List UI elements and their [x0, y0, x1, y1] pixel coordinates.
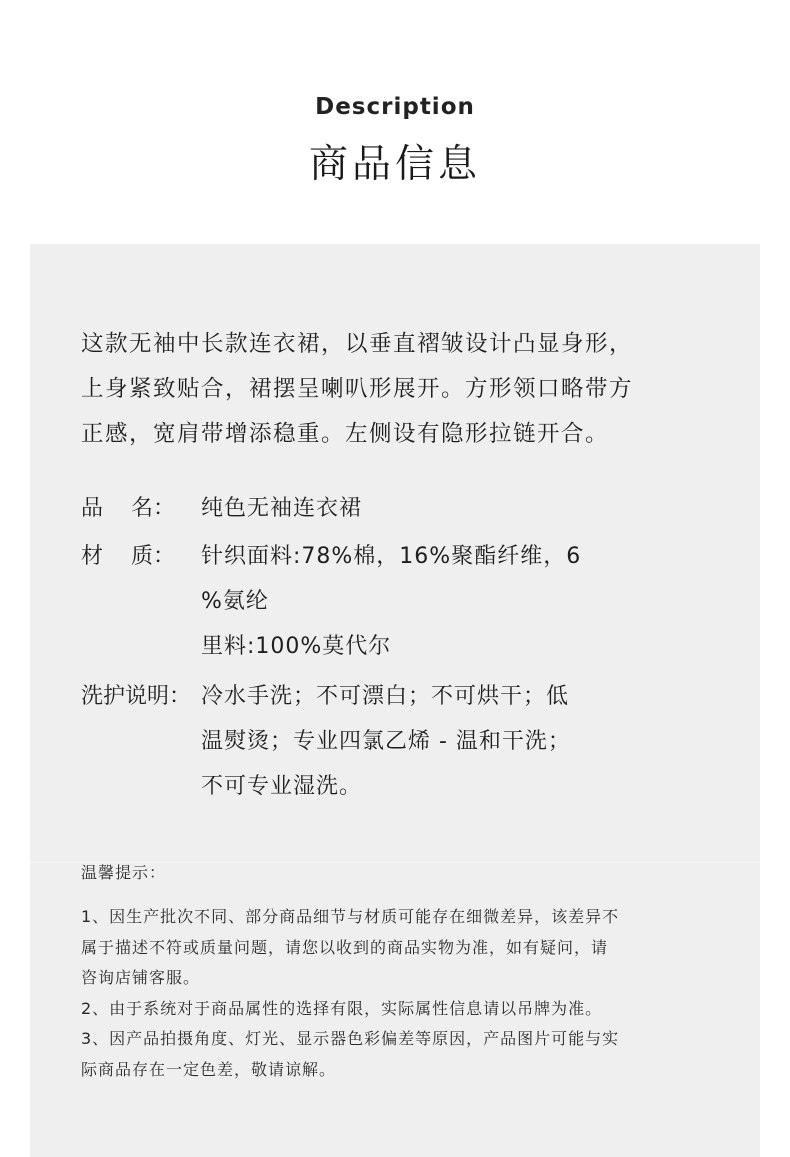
spec-material-line: %氨纶 [201, 589, 269, 614]
tips-title: 温馨提示： [81, 863, 167, 882]
intro-line: 正感，宽肩带增添稳重。左侧设有隐形拉链开合。 [81, 421, 610, 447]
spec-care-line: 温熨烫；专业四氯乙烯 - 温和干洗； [201, 729, 571, 754]
tip-line: 2、由于系统对于商品属性的选择有限，实际属性信息请以吊牌为准。 [81, 998, 603, 1018]
intro-line: 上身紧致贴合，裙摆呈喇叭形展开。方形领口略带方 [81, 376, 634, 402]
spec-material-line: 针织面料:78%棉，16%聚酯纤维，6 [201, 544, 582, 569]
spec-care-label: 洗护说明： [81, 684, 192, 709]
tip-line: 3、因产品拍摄角度、灯光、显示器色彩偏差等原因，产品图片可能与实 [81, 1029, 620, 1048]
spec-care-line: 不可专业湿洗。 [201, 774, 363, 799]
product-intro [81, 322, 721, 457]
spec-material-line: 里料:100%莫代尔 [201, 634, 392, 659]
spec-material-label: 材 质： [81, 544, 175, 569]
spec-care-line: 冷水手洗；不可漂白；不可烘干；低 [201, 684, 570, 709]
tip-line: 1、因生产批次不同、部分商品细节与材质可能存在细微差异，该差异不 [81, 907, 620, 926]
section-title-english: Description [315, 94, 475, 120]
description-panel [30, 244, 760, 1157]
section-title-chinese: 商品信息 [308, 142, 481, 187]
tips-body [81, 902, 706, 1085]
tip-line: 咨询店铺客服。 [81, 968, 201, 987]
tip-line: 际商品存在一定色差，敬请谅解。 [81, 1059, 337, 1079]
intro-line: 这款无袖中长款连衣裙，以垂直褶皱设计凸显身形， [81, 331, 634, 357]
tip-line: 属于描述不符或质量问题，请您以收到的商品实物为准，如有疑问，请 [81, 937, 609, 957]
spec-name-label: 品 名： [81, 496, 175, 521]
spec-name-value: 纯色无袖连衣裙 [201, 496, 363, 521]
